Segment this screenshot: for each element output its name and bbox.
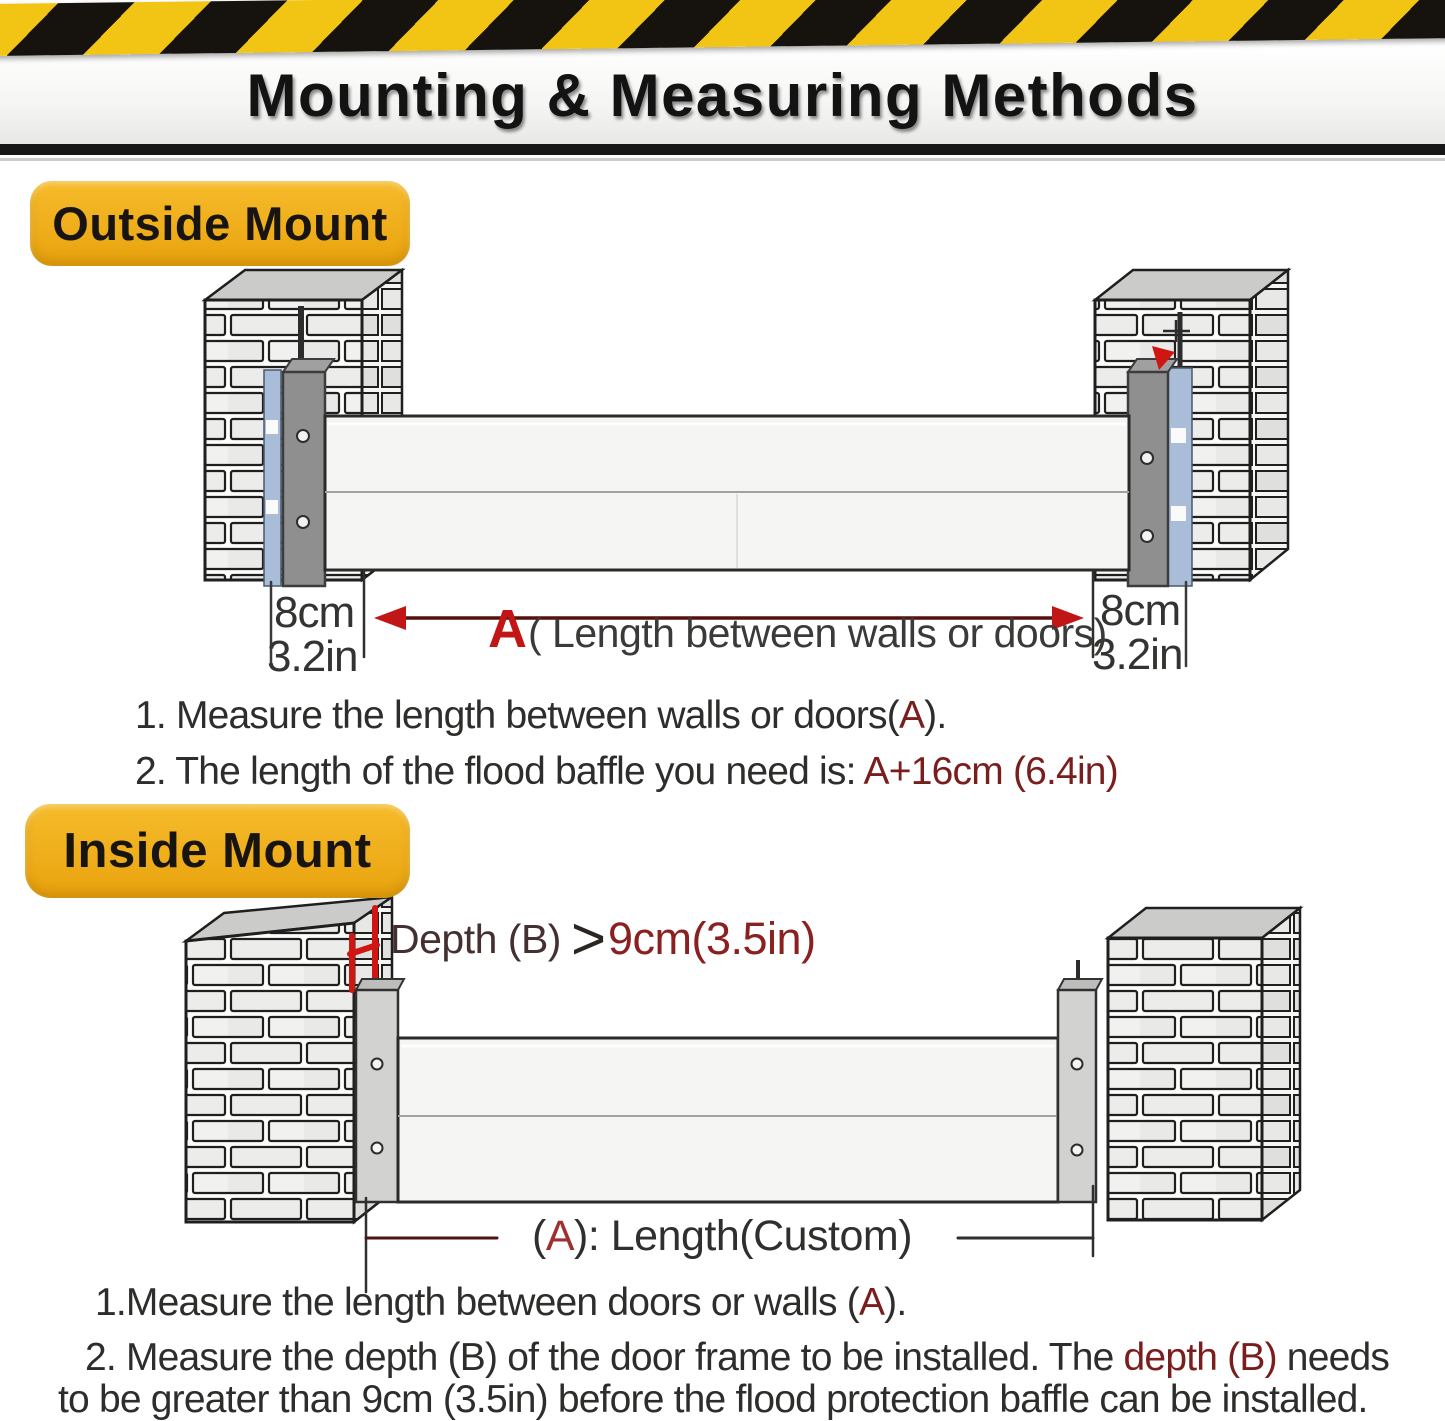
page-title: Mounting & Measuring Methods — [246, 61, 1199, 129]
span-caption: ( Length between walls or doors) — [528, 610, 1107, 656]
outside-step-1-tail: ). — [924, 694, 947, 737]
outside-step-1 — [135, 694, 946, 738]
inside-mount-badge-label: Inside Mount — [63, 824, 372, 878]
title-underline-accent — [0, 158, 1445, 161]
inside-step-2 — [85, 1336, 1389, 1380]
inside-step-2-accent: depth (B) — [1123, 1336, 1277, 1379]
inside-right-channel — [1058, 979, 1102, 1202]
span-length-label — [488, 598, 1107, 660]
left-offset-in-label: 3.2in — [267, 632, 358, 681]
title-band — [0, 46, 1445, 144]
inside-step-1 — [95, 1281, 906, 1325]
custom-length-label — [532, 1212, 912, 1261]
arrow-head-left — [374, 606, 406, 630]
span-letter-a: A — [488, 599, 526, 659]
greater-than-symbol: > — [570, 905, 606, 972]
left-offset-cm-label: 8cm — [274, 588, 355, 637]
depth-label — [390, 905, 816, 972]
inside-mount-badge — [25, 804, 410, 898]
outside-step-1-accent: A — [898, 694, 925, 737]
title-underline-bar — [0, 144, 1445, 155]
outside-step-2 — [135, 750, 1118, 794]
outside-left-seal-strip — [264, 370, 281, 586]
inside-step-2-continued — [58, 1378, 1368, 1421]
length-caption: ): Length(Custom) — [574, 1212, 913, 1260]
inside-step-2-tail: needs — [1276, 1336, 1390, 1379]
right-offset-cm-label: 8cm — [1100, 586, 1181, 635]
outside-step-2-text: 2. The length of the flood baffle you need is: — [135, 750, 864, 793]
inside-step-1-text: 1.Measure the length between doors or walls ( — [95, 1281, 859, 1324]
outside-right-seal-strip — [1166, 368, 1192, 586]
inside-right-pillar — [1108, 908, 1300, 1220]
inside-step-1-tail: ). — [884, 1281, 907, 1324]
length-letter-a: A — [545, 1212, 575, 1260]
outside-mount-badge-label: Outside Mount — [52, 197, 388, 250]
inside-step-2-text: 2. Measure the depth (B) of the door frame to be installed. The — [85, 1336, 1124, 1379]
right-offset-in-label: 3.2in — [1092, 630, 1183, 679]
inside-barrier-panel — [398, 1038, 1058, 1202]
depth-value: 9cm(3.5in) — [608, 913, 816, 964]
outside-mount-badge — [30, 181, 410, 266]
depth-label-text: Depth (B) — [390, 915, 561, 962]
outside-barrier-panel — [325, 416, 1129, 570]
length-open-paren: ( — [532, 1212, 546, 1260]
inside-step-2-continued-text: to be greater than 9cm (3.5in) before the flood protection baffle can be installed. — [58, 1378, 1368, 1421]
outside-step-2-accent: A+16cm (6.4in) — [863, 750, 1118, 793]
outside-step-1-text: 1. Measure the length between walls or doors( — [135, 694, 899, 737]
inside-step-1-accent: A — [858, 1281, 885, 1324]
